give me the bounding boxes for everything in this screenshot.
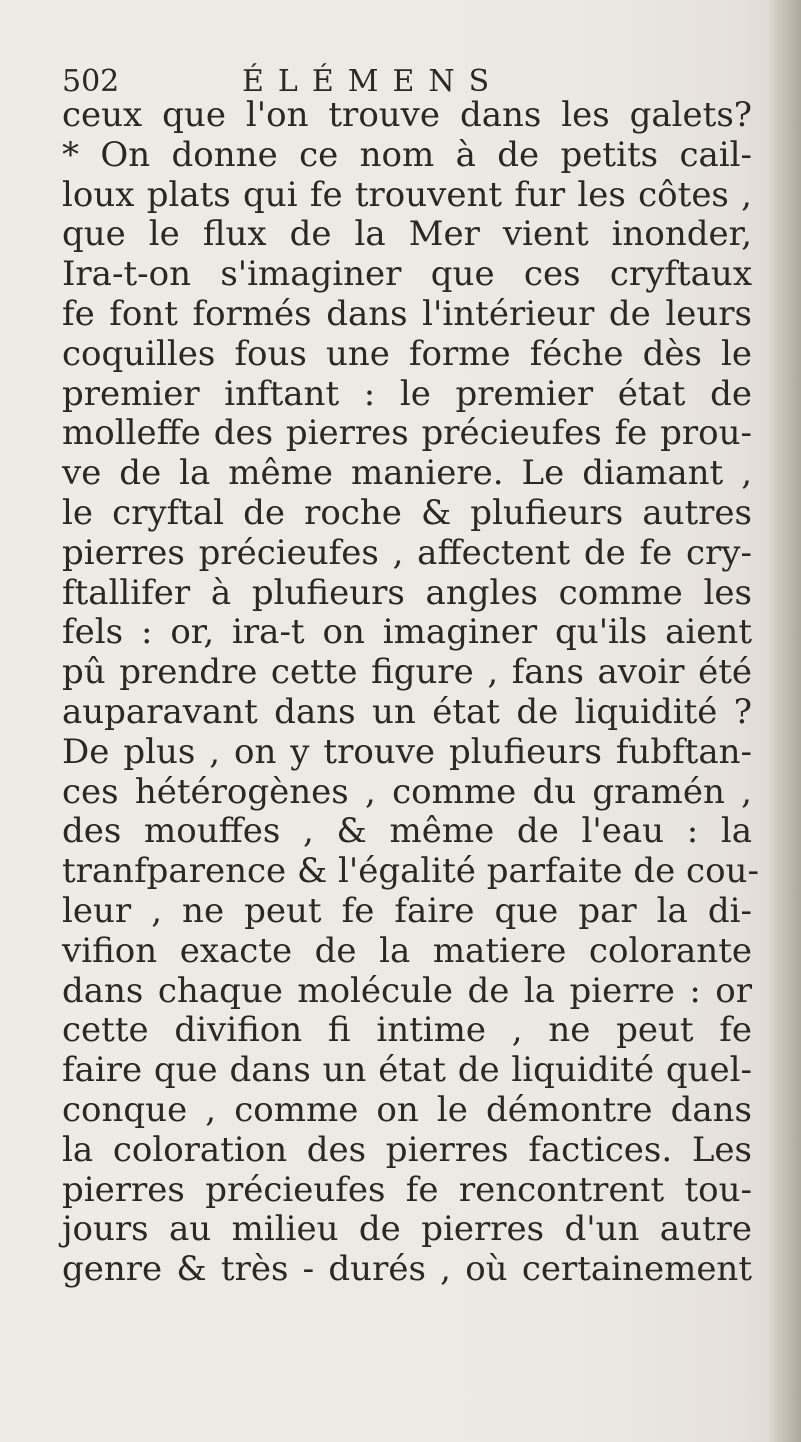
text-line: ceux que l'on trouve dans les galets?	[62, 95, 752, 135]
text-line: auparavant dans un état de liquidité ?	[62, 691, 752, 732]
text-line: jours au milieu de pierres d'un autre	[62, 1209, 752, 1250]
text-line: des mouffes , & même de l'eau : la	[62, 811, 752, 852]
text-line: que le flux de la Mer vient inonder,	[62, 214, 752, 255]
text-line: fe font formés dans l'intérieur de leurs	[62, 293, 752, 334]
page-gutter-shadow	[767, 0, 801, 1442]
text-line: Ira-t-on s'imaginer que ces cryftaux	[62, 254, 752, 295]
text-line: premier inftant : le premier état de	[62, 373, 752, 414]
text-line: pierres précieufes , affectent de fe cry-	[62, 532, 752, 573]
text-line: ces hétérogènes , comme du gramén ,	[62, 771, 752, 812]
text-line: faire que dans un état de liquidité quel-	[62, 1050, 752, 1091]
text-line: fels : or, ira-t on imaginer qu'ils aient	[62, 612, 752, 653]
text-line: loux plats qui fe trouvent fur les côtes ,	[62, 174, 752, 215]
text-line: tranfparence & l'égalité parfaite de cou-	[62, 851, 759, 892]
body-text	[62, 95, 759, 1290]
text-line: ve de la même maniere. Le diamant ,	[62, 453, 752, 494]
text-line: De plus , on y trouve plufieurs fubftan-	[62, 731, 752, 772]
text-line: genre & très - durés , où certainement	[62, 1249, 752, 1290]
text-line: cette divifion fi intime , ne peut fe	[62, 1010, 752, 1051]
page-number: 502	[62, 64, 120, 99]
text-line: la coloration des pierres factices. Les	[62, 1129, 752, 1170]
text-line: le cryftal de roche & plufieurs autres	[62, 492, 752, 533]
text-line: molleffe des pierres précieufes fe prou-	[62, 413, 752, 454]
text-line: pû prendre cette figure , fans avoir été	[62, 652, 752, 693]
text-line: pierres précieufes fe rencontrent tou-	[62, 1169, 752, 1210]
text-line: ftallifer à plufieurs angles comme les	[62, 572, 752, 613]
text-line: * On donne ce nom à de petits cail-	[62, 134, 752, 175]
text-line: leur , ne peut fe faire que par la di-	[62, 890, 752, 931]
text-line: coquilles fous une forme féche dès le	[62, 333, 752, 374]
text-line: conque , comme on le démontre dans	[62, 1089, 752, 1130]
text-line: vifion exacte de la matiere colorante	[62, 930, 752, 971]
text-line: dans chaque molécule de la pierre : or	[62, 970, 752, 1011]
running-title: ÉLÉMENS	[242, 64, 504, 99]
